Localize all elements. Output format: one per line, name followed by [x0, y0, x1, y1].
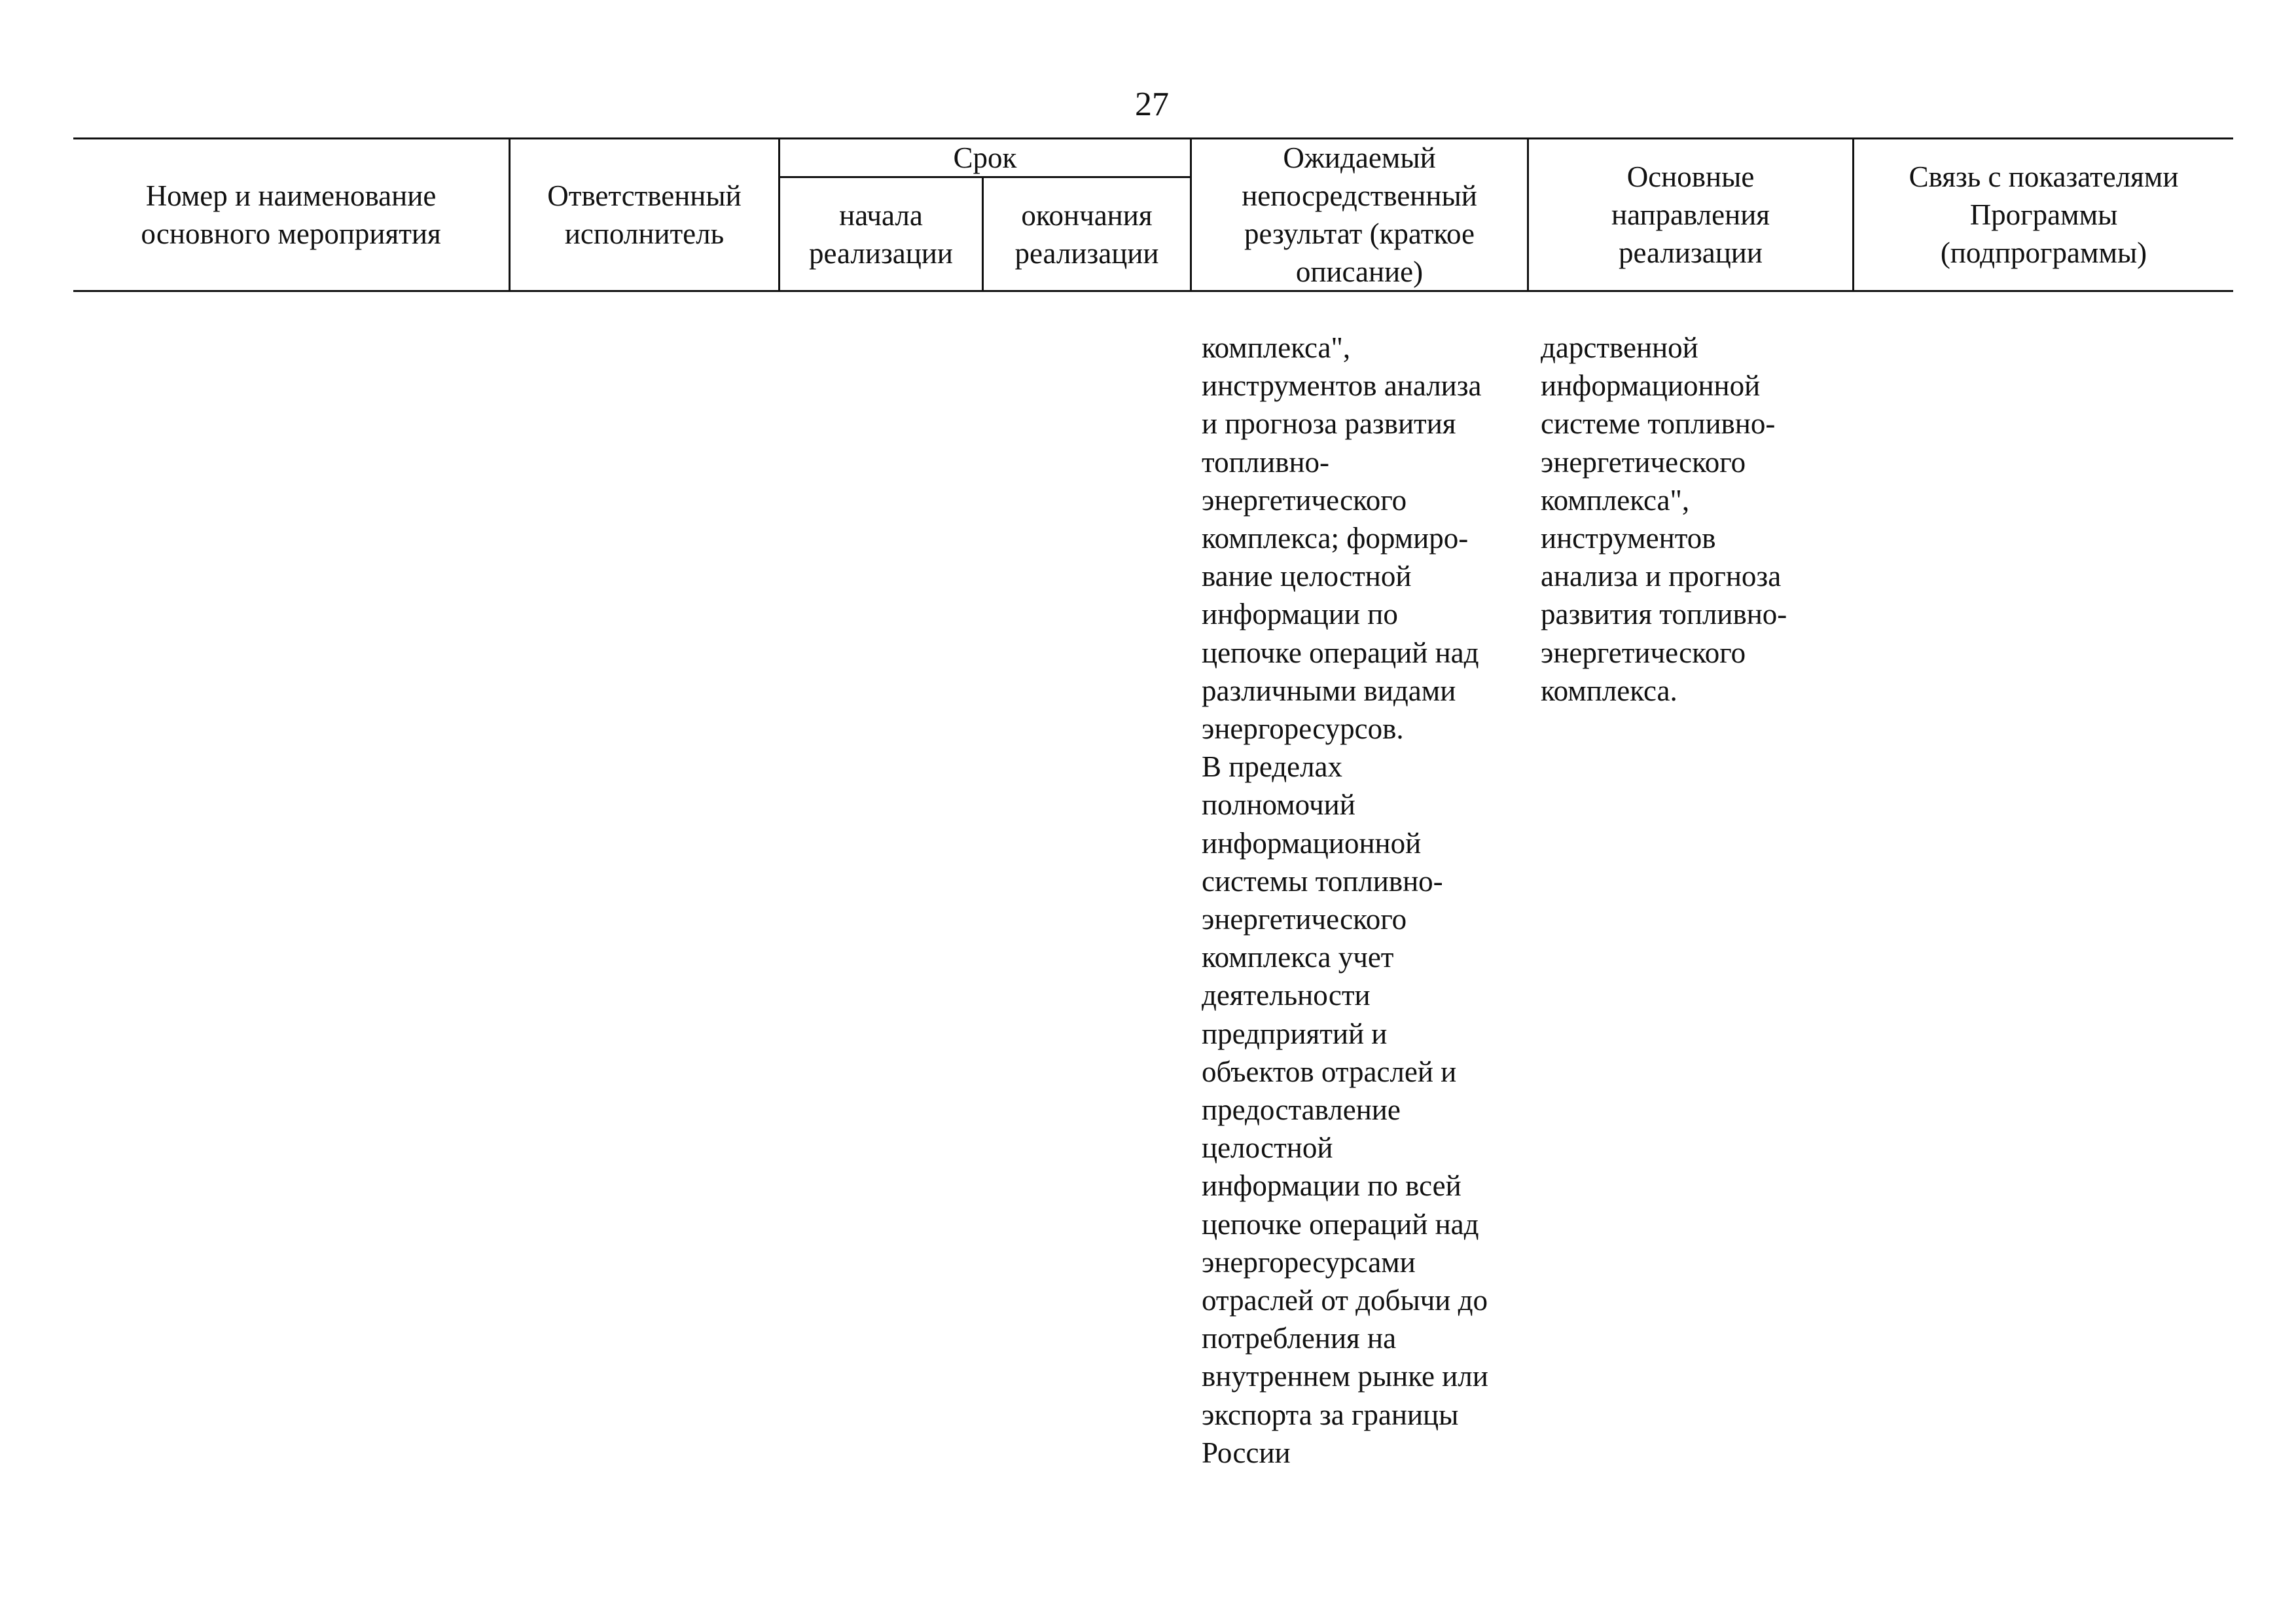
header-main-directions: Основные направления реализации — [1611, 160, 1770, 269]
page-number: 27 — [1135, 86, 1169, 123]
header-program-indicators: Связь с показателями Программы (подпрограммы) — [1909, 160, 2179, 269]
header-term: Срок — [953, 141, 1017, 174]
header-expected-result: Ожидаемый непосредственный результат (краткое описание) — [1242, 141, 1477, 288]
cell-expected-result: комплекса", инструментов анализа и прогноза развития топливно- энергетического комплекса; формиро- вание целостной информации по цепочке операций над различными видами энергоресурсов. В пределах полномочий информационной системы топливно- энергетического комплекса учет деятельности предприятий и объектов отраслей и предоставление целостной информации по всей цепочке операций над энергоресурсами отраслей от добычи до потребления на внутреннем рынке или экспорта за границы России — [1202, 331, 1488, 1469]
table-header-bottom-border — [73, 290, 2233, 292]
header-start: начала реализации — [809, 198, 953, 270]
header-responsible-executor: Ответственный исполнитель — [547, 179, 742, 250]
cell-main-directions: дарственной информационной системе топливно- энергетического комплекса", инструментов анализа и прогноза развития топливно- энергетического комплекса. — [1541, 331, 1787, 707]
header-activity-name: Номер и наименование основного мероприятия — [141, 179, 441, 250]
header-end: окончания реализации — [1014, 198, 1159, 270]
